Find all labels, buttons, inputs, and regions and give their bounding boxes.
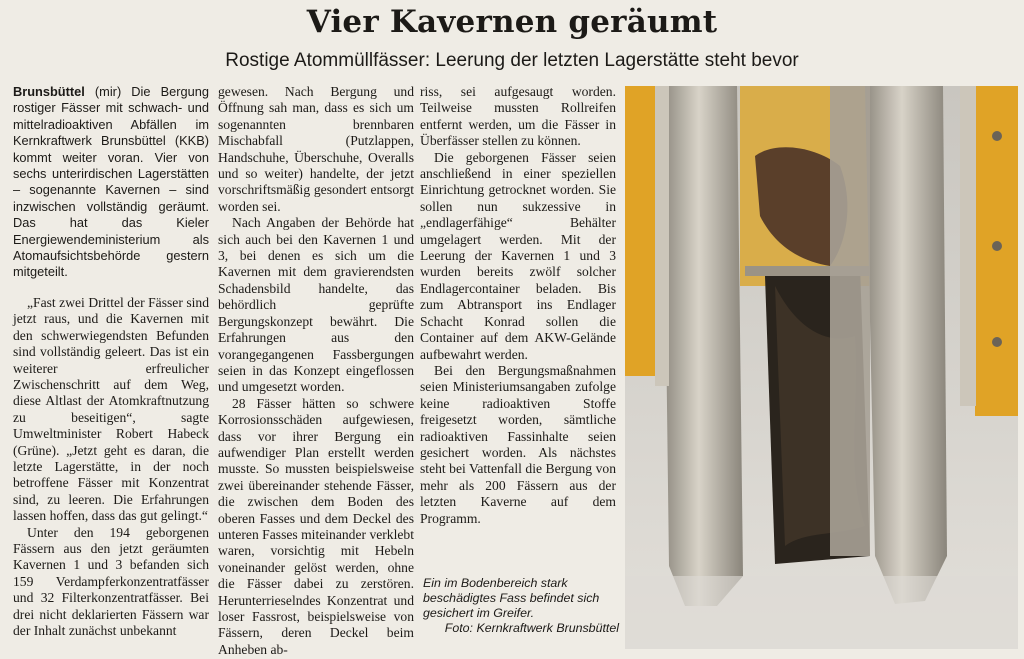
- article-column-3: [420, 84, 616, 527]
- rail-left: [655, 86, 669, 386]
- bolt: [992, 337, 1002, 347]
- paragraph: Nach Angaben der Behörde hat sich auch bei den Kavernen 1 und 3, bei denen es sich um die Kavernen mit dem gravierendsten Schadensbild handelte, das behördlich geprüfte Bergungskonzept bewährt. Die Erfahrungen aus den vorangegangenen Fassbergungen seien in das Konzept eingeflossen und umgesetzt worden.: [218, 215, 414, 395]
- rail-right: [960, 86, 976, 406]
- bolt: [992, 241, 1002, 251]
- gripper-plate: [830, 86, 870, 556]
- quote-paragraph: „Fast zwei Drittel der Fässer sind jetzt raus, und die Kavernen mit den schwerwiegendsten Befunden sind vollständig geleert. Das ist ein weiterer erfreulicher Zwischenschritt auf dem Weg, diese Altlast der Atomkraftnutzung zu beseitigen“, sagte Umweltminister Robert Habeck (Grüne). „Jetzt geht es daran, die letzte Lagerstätte, in der noch betroffene Fässer mit Konzentrat sind, zu leeren. Die Erfahrungen lassen hoffen, dass das gut gelingt.“: [13, 294, 209, 524]
- gripper-arm-right: [865, 86, 947, 604]
- headline: Vier Kavernen geräumt: [306, 4, 718, 40]
- photo-illustration: [625, 86, 1018, 649]
- bolt: [992, 131, 1002, 141]
- yellow-wall-left: [625, 86, 657, 376]
- subheadline: Rostige Atommüllfässer: Leerung der letzten Lagerstätte steht bevor: [225, 50, 799, 71]
- gripper-arm-left: [663, 86, 743, 606]
- paragraph: 28 Fässer hätten so schwere Korrosionsschäden aufgewiesen, dass vor ihrer Bergung ein aufwendiger Plan erstellt werden musste. So mussten beispielsweise zwei übereinander stehende Fässer, die zwischen dem Boden des oberen Fasses und dem Deckel des unteren Fasses miteinander verklebt waren, vorsichtig mit Hebeln voneinander gelöst werden, ohne die Fässer dabei zu zerstören. Herunterrieselndes Konzentrat und loser Fassrost, beispielsweise von Fässern, deren Deckel beim Anheben ab-: [218, 395, 414, 657]
- paragraph: gewesen. Nach Bergung und Öffnung sah man, dass es sich um sogenannten brennbaren Mischabfall (Putzlappen, Handschuhe, Überschuhe, Overalls und so weiter) handelte, der jetzt vorschriftsmäßig gesondert entsorgt worden sei.: [218, 84, 414, 214]
- paragraph: Bei den Bergungsmaßnahmen seien Ministeriumsangaben zufolge keine radioaktiven Stoffe freigesetzt worden, sämtliche radioaktiven Fassinhalte seien gesichert worden. Als nächstes steht bei Vattenfall die Bergung von mehr als 200 Fässern aus der letzten Kaverne auf dem Programm.: [420, 362, 616, 526]
- caption-text: Ein im Bodenbereich stark beschädigtes Fass befindet sich gesichert im Greifer.: [423, 576, 600, 620]
- lead-paragraph: [13, 84, 209, 281]
- photo-damaged-drum: [625, 86, 1018, 649]
- floor-shadow: [625, 576, 1018, 649]
- photo-caption: [423, 576, 619, 636]
- article-column-1: [13, 84, 209, 639]
- paragraph: Unter den 194 geborgenen Fässern aus den jetzt geräumten Kavernen 1 und 3 befanden sich 159 Verdampferkonzentratfässer und 32 Filterkonzentratfässer. Bei drei nicht deklarierten Fässern war der Inhalt zunächst unbekannt: [13, 524, 209, 638]
- dateline: Brunsbüttel: [13, 84, 85, 99]
- paragraph: Die geborgenen Fässer seien anschließend in einer speziellen Einrichtung getrocknet worden. Sie sollen nun sukzessive in „endlagerfähige“ Behälter umgelagert werden. Mit der Leerung der Kavernen 1 und 3 wurden bereits zwölf solcher Endlagercontainer beladen. Bis zum Abtransport ins Endlager Schacht Konrad sollen die Container auf dem AKW-Gelände aufbewahrt werden.: [420, 149, 616, 362]
- paragraph: riss, sei aufgesaugt worden. Teilweise mussten Rollreifen entfernt werden, um die Fässer in Überfässer stellen zu können.: [420, 84, 616, 149]
- article-column-2: [218, 84, 414, 658]
- photo-credit: Foto: Kernkraftwerk Brunsbüttel: [444, 621, 619, 635]
- lead-text: (mir) Die Bergung rostiger Fässer mit schwach- und mittelradioaktiven Abfällen im Kernkraftwerk Brunsbüttel (KKB) kommt weiter voran. Vier von sechs unterirdischen Lagerstätten – sogenannte Kavernen – sind inzwischen vollständig geräumt. Das hat das Kieler Energiewendeministerium als Atomaufsichtsbehörde gestern mitgeteilt.: [13, 84, 209, 280]
